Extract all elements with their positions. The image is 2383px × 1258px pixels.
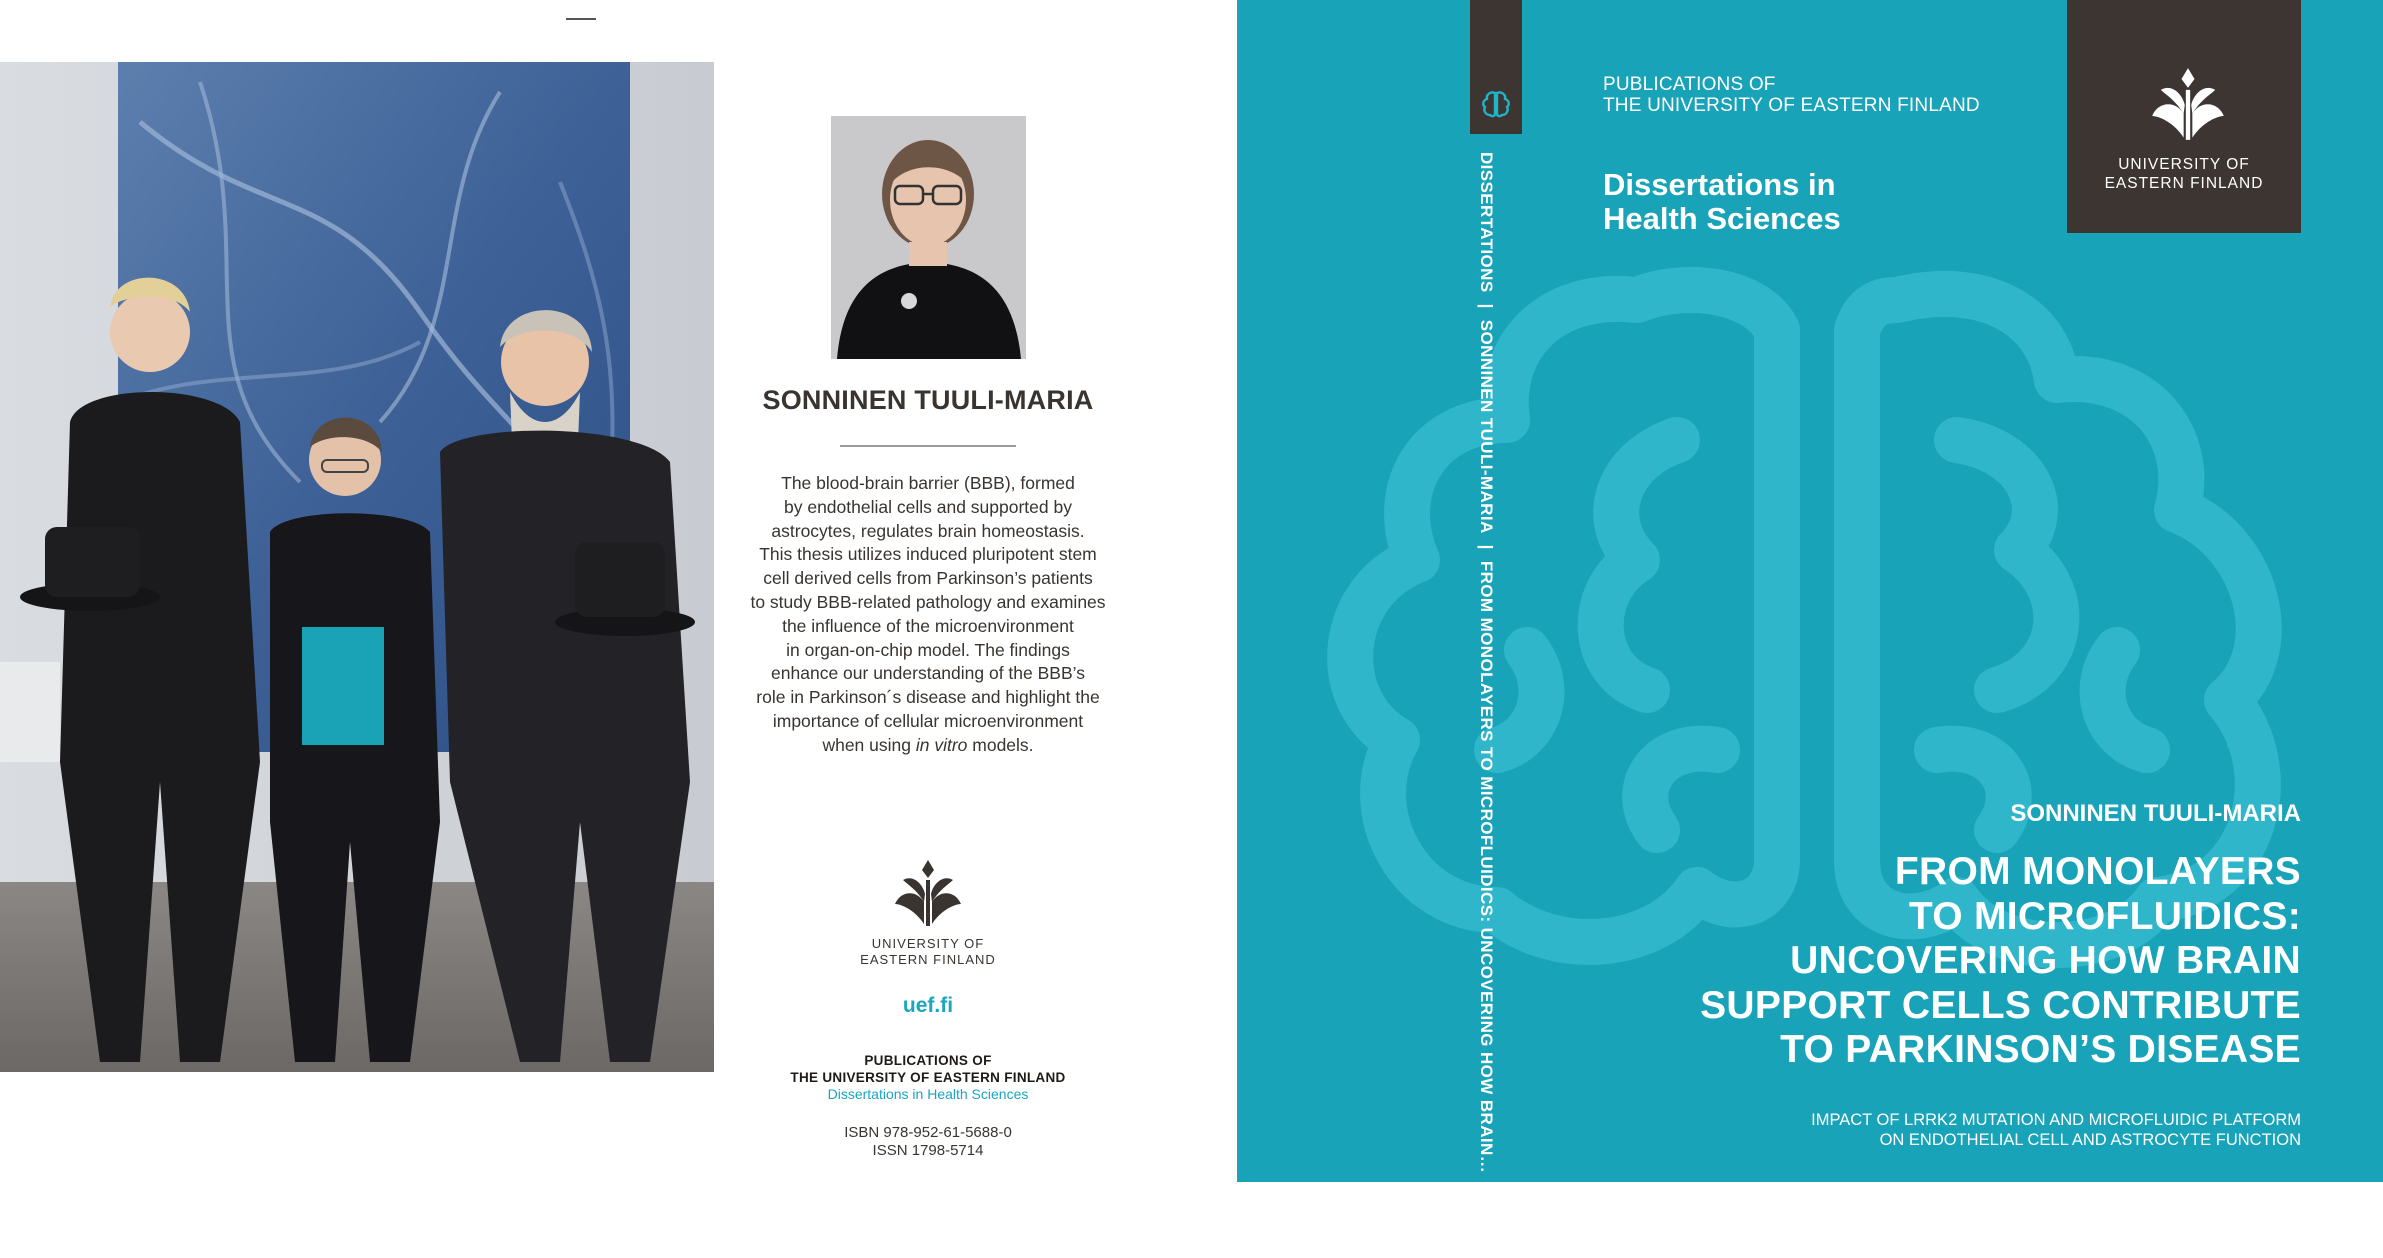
abstract-line: cell derived cells from Parkinson’s patients: [763, 568, 1093, 589]
spine-title: FROM MONOLAYERS TO MICROFLUIDICS: UNCOVERING HOW BRAIN…: [1477, 560, 1496, 1174]
title-line: TO PARKINSON’S DISEASE: [1780, 1028, 2301, 1071]
abstract-line: astrocytes, regulates brain homeostasis.: [771, 520, 1085, 541]
abstract-line: importance of cellular microenvironment: [772, 710, 1084, 731]
series-name: Dissertations in Health Sciences: [827, 1086, 1029, 1102]
divider: [840, 445, 1016, 447]
series-line: Dissertations in: [1603, 167, 1836, 202]
publication-info-back: [748, 1052, 1108, 1103]
publications-of-front: [1603, 74, 1980, 116]
series-title-front: [1603, 168, 1841, 236]
abstract: [735, 472, 1121, 758]
group-photo-image: [0, 62, 714, 1072]
abstract-line: to study BBB-related pathology and examines: [750, 591, 1106, 612]
title-line: TO MICROFLUIDICS:: [1908, 894, 2301, 938]
abstract-line: role in Parkinson´s disease and highlight the: [756, 687, 1100, 708]
book-subtitle: [1811, 1110, 2301, 1150]
spine-author: SONNINEN TUULI-MARIA: [1477, 319, 1496, 534]
abstract-line: by endothelial cells and supported by: [784, 496, 1072, 517]
book-spine: [1470, 0, 1522, 1258]
book-title: [1700, 850, 2301, 1073]
university-name-back: [818, 936, 1038, 968]
uef-tree-logo-icon: [2150, 64, 2226, 144]
series-line: Health Sciences: [1603, 201, 1841, 236]
abstract-line: This thesis utilizes induced pluripotent stem: [759, 544, 1097, 565]
university-logo-box: [2067, 0, 2301, 233]
abstract-italic: in vitro: [915, 734, 968, 755]
abstract-line: The blood-brain barrier (BBB), formed: [781, 473, 1075, 493]
isbn: ISBN 978-952-61-5688-0: [844, 1124, 1012, 1141]
website-link[interactable]: uef.fi: [902, 994, 954, 1017]
title-line: SUPPORT CELLS CONTRIBUTE: [1700, 983, 2301, 1027]
abstract-last-line: [735, 734, 1121, 758]
spine-separator: |: [1477, 1184, 1496, 1190]
abstract-last-suffix: models.: [967, 734, 1034, 755]
spine-tab: [1470, 0, 1522, 134]
subtitle-line: IMPACT OF LRRK2 MUTATION AND MICROFLUIDIC PLATFORM: [1811, 1111, 2301, 1129]
top-dash: [566, 18, 596, 20]
publications-line: THE UNIVERSITY OF EASTERN FINLAND: [790, 1070, 1066, 1085]
group-photo: [0, 62, 714, 1072]
title-line: UNCOVERING HOW BRAIN: [1790, 939, 2301, 982]
spine-series: DISSERTATIONS: [1477, 152, 1496, 293]
abstract-line: in organ-on-chip model. The findings: [786, 639, 1070, 660]
spine-separator: |: [1477, 303, 1496, 309]
abstract-last-prefix: when using: [822, 734, 916, 755]
publications-line: THE UNIVERSITY OF EASTERN FINLAND: [1603, 95, 1980, 116]
abstract-line: enhance our understanding of the BBB’s: [771, 663, 1085, 684]
university-name-line: UNIVERSITY OF: [871, 936, 985, 951]
front-cover: [1237, 0, 2383, 1258]
university-name-front: [2067, 155, 2301, 193]
spine-number: No 912: [1477, 1200, 1496, 1258]
author-name-back: SONNINEN TUULI-MARIA: [762, 385, 1094, 415]
uef-tree-logo-icon: [893, 858, 963, 928]
university-name-line: EASTERN FINLAND: [860, 952, 996, 967]
subtitle-line: ON ENDOTHELIAL CELL AND ASTROCYTE FUNCTION: [1879, 1131, 2301, 1149]
publications-line: PUBLICATIONS OF: [1603, 74, 1776, 95]
spine-text: [1476, 152, 1496, 1258]
spine-separator: |: [1477, 544, 1496, 550]
brain-icon: [1480, 88, 1512, 120]
issn: ISSN 1798-5714: [872, 1142, 984, 1159]
back-cover: [0, 0, 1237, 1182]
university-name-line: UNIVERSITY OF: [2118, 156, 2250, 173]
title-line: FROM MONOLAYERS: [1894, 850, 2301, 893]
university-name-line: EASTERN FINLAND: [2104, 175, 2264, 192]
author-portrait: [831, 116, 1026, 359]
author-name-front: SONNINEN TUULI-MARIA: [2010, 800, 2301, 827]
isbn-block: [788, 1124, 1068, 1160]
publications-line: PUBLICATIONS OF: [864, 1053, 992, 1068]
author-portrait-image: [831, 116, 1026, 359]
abstract-line: the influence of the microenvironment: [782, 615, 1074, 636]
